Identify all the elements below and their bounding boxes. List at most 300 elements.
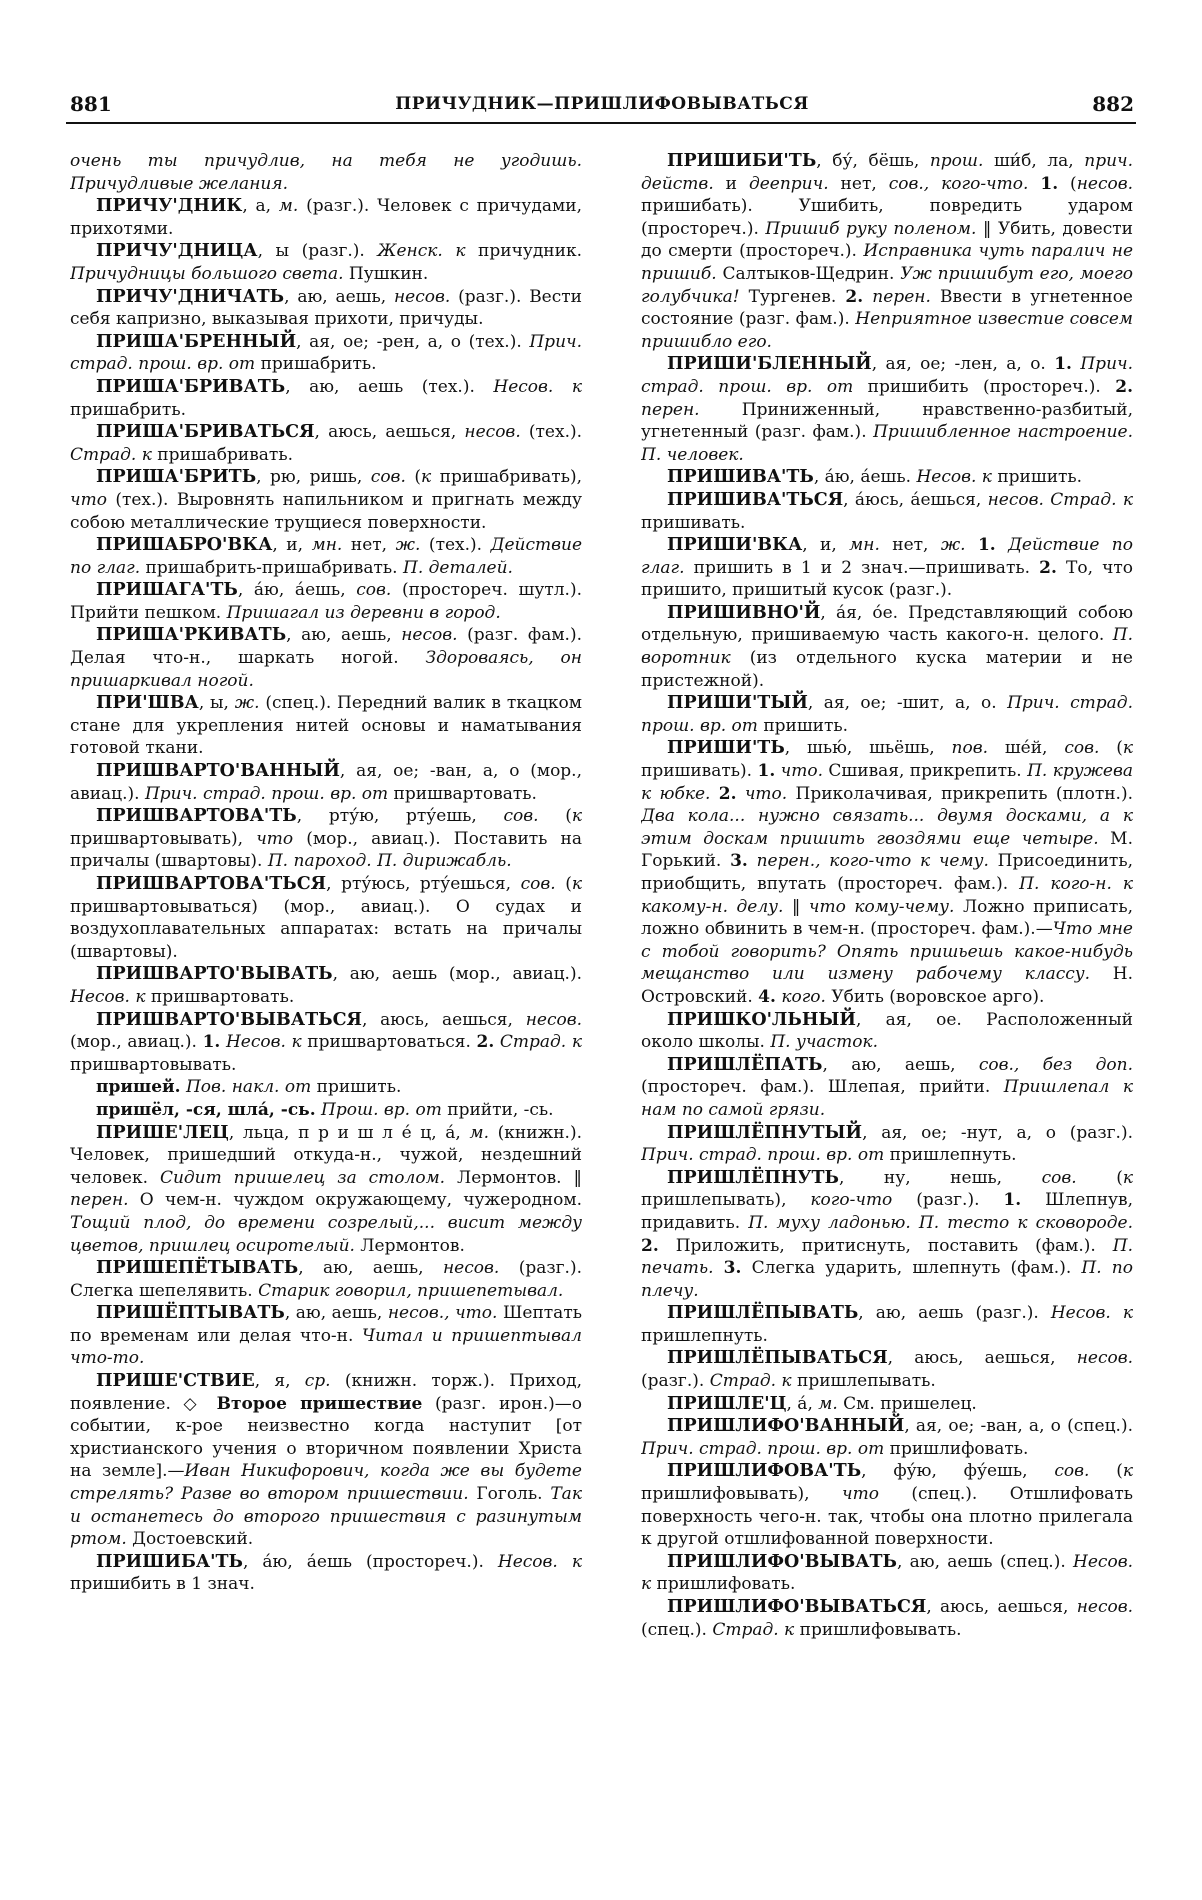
entry-italic-text: сов., кого-что.: [888, 173, 1029, 194]
entry-italic-text: к: [1122, 738, 1133, 759]
dictionary-entry: [641, 692, 1133, 737]
entry-text: (тех.). Выровнять напильником и пригнать между собою металлические трущиеся поверхности.: [70, 489, 582, 533]
dictionary-entry: [70, 1257, 582, 1302]
entry-headword: ПРИШЛИФО'ВЫВАТЬ: [667, 1551, 897, 1572]
entry-italic-text: несов.: [525, 1009, 582, 1030]
dictionary-entry: [70, 331, 582, 376]
entry-text: Приколачивая, прикрепить (плотн.).: [787, 783, 1133, 804]
entry-italic-text: сов.: [1041, 1167, 1077, 1188]
entry-headword: ПРИШИБА'ТЬ: [96, 1551, 243, 1572]
entry-text: Гоголь.: [468, 1484, 551, 1505]
page-header: [70, 92, 1134, 118]
entry-text: ше́й,: [988, 738, 1065, 759]
entry-italic-text: Прич. страд. прош. вр. от: [641, 1145, 885, 1166]
entry-bold-text: 1.: [202, 1032, 221, 1053]
entry-italic-text: Уж пришибут его, моего голубчика!: [641, 263, 1133, 307]
dictionary-entry: [641, 534, 1133, 602]
entry-text: , ы,: [198, 693, 235, 714]
entry-text: (: [1099, 738, 1123, 759]
dictionary-entry: [70, 466, 582, 534]
entry-headword: ПРИШКО'ЛЬНЫЙ: [667, 1009, 856, 1030]
entry-text: Сшивая, прикрепить.: [823, 761, 1028, 782]
entry-headword: ПРИША'БРИВАТЬ: [96, 376, 286, 397]
entry-text: , а́ю, а́ешь.: [813, 467, 917, 488]
entry-text: Убить (воровское арго).: [825, 986, 1045, 1007]
entry-text: Приниженный, нравственно-разбитый, угнетенный (разг. фам.).: [641, 399, 1133, 443]
entry-text: (тех.).: [520, 422, 582, 443]
entry-italic-text: пов.: [951, 738, 989, 759]
entry-italic-text: П. кружева к юбке.: [641, 761, 1133, 804]
entry-text: , ая, ое; -ван, а, о (мор., авиац.).: [70, 761, 582, 804]
entry-italic-text: Причудницы большого света.: [70, 263, 344, 284]
entry-text: , а́ю, а́ешь (простореч.).: [242, 1551, 498, 1572]
entry-text: (разг.).: [892, 1190, 1004, 1211]
entry-text: , ая, ое; -нут, а, о (разг.).: [862, 1122, 1133, 1143]
entry-text: (: [1089, 1461, 1123, 1482]
running-title: ПРИЧУДНИК—ПРИШЛИФОВЫВАТЬСЯ: [395, 94, 809, 114]
entry-headword: ПРИШЁПТЫВАТЬ: [96, 1303, 285, 1324]
entry-italic-text: очень ты причудлив, на тебя не угодишь. Причудливые желания.: [70, 151, 582, 194]
entry-italic-text: Несов. к: [1050, 1303, 1133, 1324]
entry-italic-text: Прич. страд. прош. вр. от: [641, 1438, 885, 1459]
entry-text: , аю, аешь,: [298, 1258, 443, 1279]
entry-text: прийти, -сь.: [441, 1099, 554, 1120]
entry-text: См. пришелец.: [837, 1393, 977, 1414]
entry-text: То, что пришито, пришитый кусок (разг.).: [641, 557, 1133, 601]
entry-text: , а,: [242, 196, 279, 217]
entry-text: (: [1076, 1167, 1123, 1188]
entry-italic-text: П. участок.: [770, 1032, 878, 1053]
entry-italic-text: кого-что: [810, 1190, 893, 1211]
entry-headword: ПРИШЕ'ЛЕЦ: [96, 1122, 229, 1143]
entry-italic-text: сов.: [1054, 1461, 1090, 1482]
entry-headword: ПРИШВАРТО'ВЫВАТЬ: [96, 964, 333, 985]
dictionary-entry: [641, 1415, 1133, 1460]
entry-headword: ПРИЧУ'ДНИК: [96, 196, 243, 217]
entry-italic-text: к: [571, 806, 582, 827]
entry-text: Достоевский.: [126, 1529, 254, 1550]
entry-bold-text: 3.: [723, 1258, 742, 1279]
entry-text: , аю, аешь (разг.).: [858, 1303, 1051, 1324]
entry-text: , ая, ое; -рен, а, о (тех.).: [296, 331, 530, 352]
entry-text: , аюсь, аешься,: [361, 1009, 526, 1030]
entry-text: Лермонтов. ‖: [445, 1167, 582, 1188]
entry-bold-text: Второе пришествие: [216, 1393, 423, 1414]
entry-italic-text: Пришиб руку поленом.: [765, 218, 977, 239]
entry-headword: ПРИШАБРО'ВКА: [96, 535, 273, 556]
entry-text: пришить в 1 и 2 знач.—пришивать.: [684, 557, 1040, 578]
entry-headword: ПРИШВАРТОВА'ТЬСЯ: [96, 874, 327, 894]
dictionary-entry: [70, 195, 582, 240]
dictionary-entry: [641, 737, 1133, 1008]
entry-text: пришить.: [757, 715, 849, 736]
entry-italic-text: Неприятное известие совсем пришибло его.: [641, 309, 1133, 352]
dictionary-entry: [641, 1393, 1133, 1416]
entry-italic-text: сов.: [1064, 738, 1100, 759]
entry-italic-text: П. пароход. П. дирижабль.: [267, 851, 512, 872]
entry-headword: ПРИША'РКИВАТЬ: [96, 625, 287, 646]
entry-bold-text: 2.: [1115, 376, 1133, 397]
entry-text: пришабрить.: [70, 399, 186, 420]
entry-italic-text: что кому-чему.: [808, 896, 955, 917]
entry-italic-text: Два кола... нужно связать... двумя досками, а к этим доскам пришить гвоздями еще четыре.: [641, 806, 1133, 849]
entry-text: пришлепывать.: [791, 1371, 936, 1392]
entry-bold-text: 2.: [1039, 557, 1057, 578]
entry-italic-text: Сидит пришелец за столом.: [159, 1167, 446, 1188]
entry-text: (мор., авиац.). Поставить на причалы (швартовы).: [70, 828, 582, 872]
dictionary-entry: [70, 1076, 582, 1099]
entry-text: ‖ Убить, довести до смерти (простореч.).: [641, 218, 1133, 262]
entry-italic-text: Тощий плод, до времени созрелый,... висит между цветов, пришлец осиротелый.: [70, 1212, 582, 1256]
entry-text: (мор., авиац.).: [70, 1032, 203, 1053]
entry-text: (: [555, 874, 572, 894]
entry-headword: ПРИШЛИФО'ВЫВАТЬСЯ: [667, 1597, 927, 1617]
entry-text: нет,: [828, 173, 889, 194]
entry-italic-text: сов.: [503, 806, 539, 827]
entry-italic-text: несов., что.: [387, 1303, 498, 1324]
dictionary-entry: [70, 240, 582, 285]
entry-bold-text: 1.: [977, 535, 996, 556]
entry-text: , и,: [272, 535, 312, 556]
dictionary-entry: [70, 1122, 582, 1258]
entry-italic-text: что: [70, 489, 107, 510]
entry-italic-text: м.: [469, 1122, 489, 1143]
entry-text: , ну, нешь,: [838, 1167, 1042, 1188]
entry-italic-text: Несов. к: [497, 1551, 582, 1572]
entry-italic-text: Прош. вр. от: [321, 1099, 442, 1120]
entry-headword: ПРИШВАРТО'ВАННЫЙ: [96, 761, 340, 782]
dictionary-entry: [641, 1596, 1133, 1641]
entry-text: ‖: [783, 896, 809, 917]
entry-italic-text: несов.: [1076, 1348, 1133, 1369]
dictionary-entry: [641, 1347, 1133, 1392]
entry-bold-text: 1.: [1003, 1190, 1022, 1211]
entry-text: (разг. ирон.)—о событии, к-рое неизвестно когда наступит [от христианского учения о вторичном появлении Христа на земле].: [70, 1393, 582, 1482]
right-column: [641, 150, 1133, 1890]
dictionary-entry: [641, 1460, 1133, 1550]
entry-italic-text: несов. Страд. к: [987, 489, 1133, 510]
entry-headword: ПРИШИ'БЛЕННЫЙ: [667, 354, 872, 375]
entry-italic-text: ж.: [940, 535, 966, 556]
entry-text: (разг. фам.). Делая что-н., шаркать ногой.: [70, 625, 582, 669]
entry-headword: ПРИША'БРЕННЫЙ: [96, 331, 297, 352]
entry-italic-text: Несов. к: [225, 1032, 302, 1053]
header-rule: [66, 122, 1136, 124]
entry-italic-text: несов.: [401, 625, 458, 646]
entry-text: , а́я, о́е. Представляющий собою отдельную, пришиваемую часть какого-н. целого.: [641, 602, 1133, 646]
entry-text: , фу́ю, фу́ешь,: [861, 1461, 1055, 1482]
entry-italic-text: Несов. к: [641, 1551, 1133, 1595]
entry-text: (спец.).: [641, 1619, 713, 1640]
entry-text: пришибить в 1 знач.: [70, 1574, 255, 1595]
entry-text: нет,: [342, 535, 396, 556]
entry-headword: ПРИШЛИФОВА'ТЬ: [667, 1461, 862, 1482]
entry-headword: ПРИШЛЁПНУТЬ: [667, 1167, 839, 1188]
entry-text: (из отдельного куска материи и не пристежной).: [641, 648, 1133, 691]
entry-headword: ПРИШИ'ТЫЙ: [667, 693, 808, 714]
entry-italic-text: П. муху ладонью. П. тесто к сковороде.: [748, 1212, 1133, 1233]
entry-italic-text: Страд. к: [70, 444, 152, 465]
entry-italic-text: что.: [780, 761, 824, 782]
entry-text: Салтыков-Щедрин.: [716, 263, 901, 284]
entry-text: причудник.: [465, 241, 582, 262]
dictionary-entry: [641, 353, 1133, 466]
entry-text: , я,: [254, 1371, 305, 1392]
entry-text: (: [405, 467, 421, 488]
entry-italic-text: несов.: [464, 422, 521, 443]
entry-text: , и,: [802, 535, 850, 556]
entry-text: , аю, аешь (тех.).: [285, 376, 494, 397]
entry-text: Приложить, притиснуть, поставить (фам.).: [658, 1235, 1113, 1256]
entry-italic-text: что: [256, 828, 294, 849]
dictionary-entry: [70, 963, 582, 1008]
entry-bold-text: 2.: [845, 286, 864, 307]
entry-headword: ПРИШЕПЁТЫВАТЬ: [96, 1258, 299, 1279]
entry-italic-text: Действие по глаг.: [641, 535, 1133, 578]
entry-italic-text: П. воротник: [641, 625, 1133, 669]
entry-text: , шью́, шьёшь,: [784, 738, 952, 759]
entry-text: Шептать по временам или делая что-н.: [70, 1303, 582, 1346]
dictionary-entry: [641, 1302, 1133, 1347]
entry-headword: ПРИША'БРИВАТЬСЯ: [96, 422, 315, 443]
entry-text: пришлифовывать.: [794, 1619, 962, 1640]
entry-text: (: [538, 806, 572, 827]
entry-text: (разг.).: [641, 1371, 710, 1392]
entry-bold-text: пришей.: [96, 1077, 181, 1098]
entry-bold-text: пришёл, -ся, шла́, -сь.: [96, 1099, 316, 1120]
dictionary-entry: [70, 376, 582, 421]
entry-text: пришвартовываться) (мор., авиац.). О судах и воздухоплавательных аппаратах: встать на причалы (швартовы).: [70, 896, 582, 962]
entry-italic-text: к: [1122, 1167, 1133, 1188]
entry-italic-text: —Иван Никифорович, когда же вы будете стрелять? Разве во втором пришествии.: [70, 1461, 582, 1505]
entry-text: пришабривать),: [431, 467, 582, 488]
entry-italic-text: Несов. к: [70, 986, 146, 1007]
entry-headword: ПРИШВАРТОВА'ТЬ: [96, 806, 297, 827]
entry-text: (разг.). Слегка шепелявить.: [70, 1258, 582, 1301]
entry-text: , рю, ришь,: [256, 467, 371, 488]
entry-italic-text: Несов. к: [916, 467, 992, 488]
entry-text: (спец.). Передний валик в ткацком стане для укрепления нитей основы и наматывания готовой ткани.: [70, 693, 582, 759]
entry-italic-text: Женск. к: [377, 241, 466, 262]
entry-italic-text: Здороваясь, он пришаркивал ногой.: [70, 648, 582, 691]
entry-italic-text: перен.: [70, 1190, 129, 1211]
entry-text: , бу́, бёшь,: [816, 151, 930, 171]
entry-italic-text: несов.: [1076, 173, 1133, 194]
entry-text: пришибать). Ушибить, повредить ударом (простореч.).: [641, 196, 1133, 239]
entry-italic-text: м.: [818, 1393, 838, 1414]
entry-text: , аю, аешь,: [286, 625, 402, 646]
entry-bold-text: 1.: [1040, 173, 1059, 194]
entry-headword: ПРИШЛЁПАТЬ: [667, 1054, 823, 1075]
entry-text: Тургенев.: [739, 286, 846, 307]
entry-headword: ПРИ'ШВА: [96, 693, 199, 714]
entry-italic-text: что: [842, 1484, 879, 1505]
entry-italic-text: П. деталей.: [403, 557, 513, 578]
entry-headword: ПРИШИБИ'ТЬ: [667, 151, 817, 171]
entry-italic-text: Страд. к: [709, 1371, 792, 1392]
dictionary-entry: [70, 1302, 582, 1370]
entry-text: пришлифовывать),: [641, 1484, 842, 1505]
entry-italic-text: Несов. к: [493, 376, 582, 397]
dictionary-entry: [70, 805, 582, 873]
entry-headword: ПРИШЛЁПЫВАТЬ: [667, 1303, 859, 1324]
dictionary-entry: [641, 602, 1133, 692]
entry-italic-text: Старик говорил, пришепетывал.: [258, 1280, 564, 1301]
entry-italic-text: мн.: [311, 535, 343, 556]
entry-headword: ПРИШВАРТО'ВЫВАТЬСЯ: [96, 1009, 362, 1030]
entry-italic-text: Прич. страд. прош. вр. от: [641, 693, 1133, 736]
entry-italic-text: что.: [744, 783, 788, 804]
entry-headword: ПРИШЛЕ'Ц: [667, 1393, 787, 1414]
entry-text: нет,: [879, 535, 941, 556]
entry-text: пришвартовывать.: [70, 1054, 237, 1075]
entry-text: (спец.). Отшлифовать поверхность чего-н. так, чтобы она плотно прилегала к другой отшлифованной поверхности.: [641, 1484, 1133, 1550]
dictionary-entry: [70, 624, 582, 692]
entry-text: [966, 535, 978, 555]
entry-italic-text: Прич. страд. прош. вр. от: [144, 783, 389, 804]
dictionary-entry: [70, 1099, 582, 1122]
entry-text: О чем-н. чуждом окружающему, чужеродном.: [128, 1190, 582, 1211]
entry-text: пришлепнуть.: [884, 1145, 1017, 1166]
entry-headword: ПРИШЛЁПНУТЫЙ: [667, 1122, 863, 1143]
entry-text: пришвартовать.: [145, 986, 295, 1007]
entry-text: (: [1058, 173, 1077, 194]
entry-italic-text: Пов. накл. от: [185, 1077, 312, 1098]
dictionary-entry: [641, 1167, 1133, 1303]
entry-headword: ПРИШЛЁПЫВАТЬСЯ: [667, 1348, 888, 1369]
entry-italic-text: перен.: [641, 399, 700, 420]
entry-text: (тех.).: [420, 535, 491, 556]
dictionary-entry: [641, 1054, 1133, 1122]
dictionary-entry: [70, 1370, 582, 1551]
entry-headword: ПРИША'БРИТЬ: [96, 467, 257, 488]
entry-text: , льца, п р и ш л е́ ц, а́,: [228, 1122, 470, 1143]
entry-text: , аю, аешь,: [822, 1054, 979, 1075]
dictionary-entry: [70, 421, 582, 466]
entry-text: , ая, ое; -лен, а, о.: [871, 354, 1055, 375]
entry-italic-text: Пришибленное настроение. П. человек.: [641, 422, 1133, 465]
dictionary-entry: [70, 534, 582, 579]
entry-bold-text: 2.: [476, 1032, 495, 1053]
entry-text: [996, 535, 1008, 555]
entry-text: пришвартоваться.: [301, 1032, 477, 1053]
entry-text: Ввести в угнетенное состояние (разг. фам.).: [641, 286, 1133, 330]
entry-italic-text: перен., кого-что к чему.: [756, 851, 989, 872]
entry-italic-text: Пришагал из деревни в город.: [226, 602, 501, 623]
entry-text: (разг.). Вести себя капризно, выказывая прихоти, причуды.: [70, 286, 582, 330]
entry-italic-text: П. по плечу.: [641, 1258, 1133, 1301]
entry-text: пришить.: [311, 1077, 402, 1098]
entry-text: , аюсь, аешься,: [314, 422, 465, 443]
entry-italic-text: Пришлепал к нам по самой грязи.: [641, 1077, 1133, 1120]
dictionary-entry: [641, 466, 1133, 489]
entry-italic-text: Прич. страд. прош. вр. от: [70, 331, 582, 375]
entry-italic-text: Прич. страд. прош. вр. от: [641, 354, 1133, 397]
entry-italic-text: кого.: [781, 986, 826, 1007]
entry-text: [863, 287, 872, 307]
entry-text: (простореч. шутл.). Прийти пешком.: [70, 580, 582, 623]
entry-text: Пушкин.: [343, 263, 429, 284]
entry-text: [748, 851, 757, 871]
entry-headword: ПРИШИ'ТЬ: [667, 738, 785, 759]
entry-text: , а́ю, а́ешь,: [237, 580, 357, 601]
entry-bold-text: 2.: [718, 783, 737, 804]
dictionary-entry: [70, 760, 582, 805]
entry-headword: ПРИШЛИФО'ВАННЫЙ: [667, 1416, 905, 1437]
entry-italic-text: Действие по глаг.: [70, 535, 582, 578]
entry-text: , а́,: [786, 1393, 819, 1414]
dictionary-entry: [641, 1122, 1133, 1167]
entry-italic-text: —Что мне с тобой говорить? Опять пришьешь какое-нибудь мещанство или измену рабочему классу.: [641, 919, 1133, 985]
entry-italic-text: П. печать.: [641, 1235, 1133, 1279]
entry-text: пришвартовать.: [388, 783, 537, 804]
dictionary-entry: [641, 1551, 1133, 1596]
entry-text: пришлепывать),: [641, 1190, 811, 1211]
entry-text: Лермонтов.: [354, 1235, 465, 1256]
entry-text: [1028, 174, 1040, 194]
entry-italic-text: несов.: [1076, 1597, 1133, 1617]
entry-italic-text: Страд. к: [499, 1032, 582, 1053]
entry-italic-text: мн.: [849, 535, 880, 556]
entry-text: , ы (разг.).: [257, 241, 378, 262]
entry-text: пришибить (простореч.).: [853, 376, 1116, 397]
entry-text: , ая, ое; -ван, а, о (спец.).: [904, 1416, 1133, 1437]
entry-italic-text: перен.: [872, 286, 931, 307]
entry-bold-text: 3.: [730, 851, 748, 872]
entry-text: [737, 784, 745, 804]
entry-headword: ПРИШИВНО'Й: [667, 602, 821, 623]
entry-text: [710, 784, 718, 804]
entry-italic-text: прош.: [929, 151, 984, 171]
entry-bold-text: 2.: [641, 1235, 659, 1256]
entry-text: и: [713, 173, 749, 194]
dictionary-entry: [70, 1551, 582, 1596]
entry-text: пришабрить-пришабривать.: [140, 557, 403, 578]
dictionary-entry: [641, 150, 1133, 353]
entry-text: Слегка ударить, шлепнуть (фам.).: [741, 1258, 1082, 1279]
entry-text: Присоединить, приобщить, впутать (простореч. фам.).: [641, 851, 1133, 894]
dictionary-entry: [70, 873, 582, 963]
entry-text: (книжн. торж.). Приход, появление. ◇: [70, 1371, 582, 1414]
entry-text: пришить.: [991, 467, 1083, 488]
entry-text: , аю, аешь,: [284, 286, 394, 307]
entry-text: пришабрить.: [255, 354, 377, 375]
entry-text: (разг.). Человек с причудами, прихотями.: [70, 196, 582, 239]
entry-bold-text: 1.: [1054, 354, 1072, 375]
entry-text: пришлифовать.: [651, 1574, 796, 1595]
entry-italic-text: Читал и пришептывал что-то.: [70, 1325, 582, 1369]
entry-text: , аюсь, аешься,: [887, 1348, 1077, 1369]
page-number-left: 881: [70, 92, 112, 116]
entry-headword: ПРИЧУ'ДНИЦА: [96, 241, 258, 262]
dictionary-entry: [641, 489, 1133, 534]
entry-bold-text: 1.: [757, 761, 776, 782]
entry-text: [714, 1258, 724, 1278]
entry-italic-text: дееприч.: [748, 173, 829, 194]
entry-italic-text: сов.: [370, 467, 406, 488]
entry-text: пришивать).: [641, 761, 758, 782]
entry-headword: ПРИШИВА'ТЬ: [667, 467, 814, 488]
entry-italic-text: ср.: [304, 1371, 331, 1392]
entry-text: пришабривать.: [151, 444, 293, 465]
entry-text: пришлифовать.: [884, 1438, 1029, 1459]
entry-text: Н. Островский.: [641, 964, 1133, 1007]
entry-text: , аюсь, аешься,: [926, 1597, 1077, 1617]
entry-italic-text: сов.: [520, 874, 556, 894]
entry-text: , рту́юсь, рту́ешься,: [326, 874, 521, 894]
left-column: [70, 150, 582, 1890]
entry-italic-text: Так и останетесь до второго пришествия с разинутым ртом.: [70, 1484, 582, 1550]
